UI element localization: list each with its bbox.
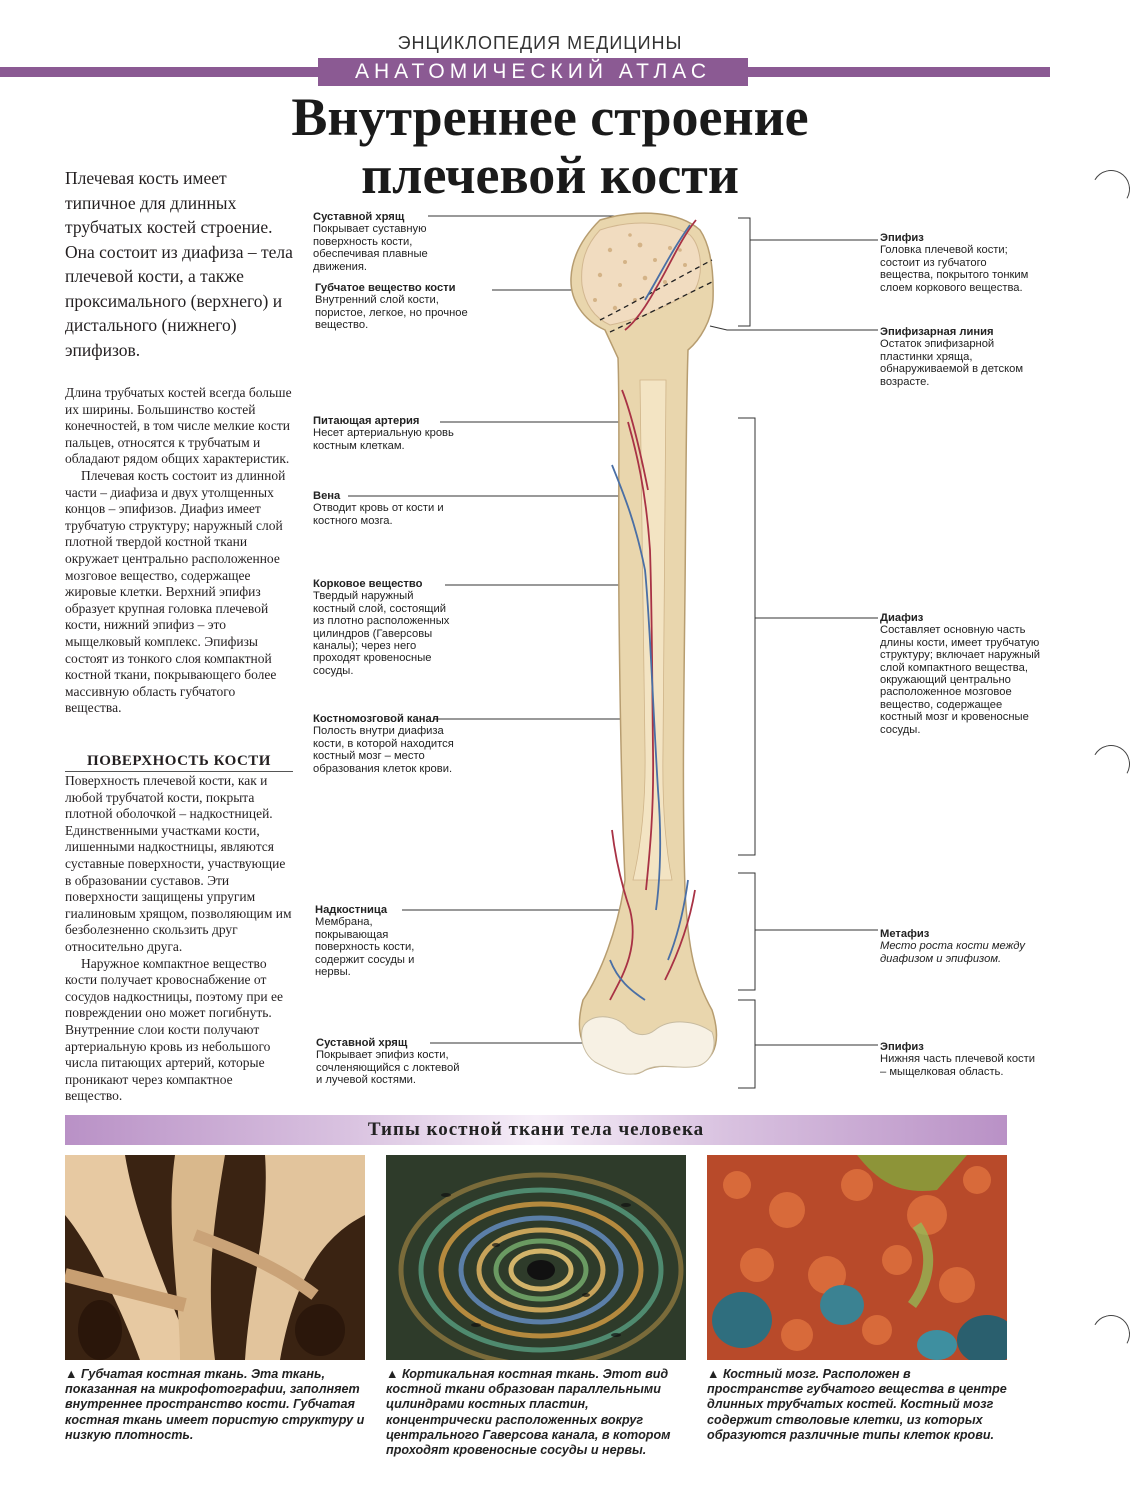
types-heading: Типы костной ткани тела человека [65,1115,1007,1145]
photo-cortical-bone [386,1155,686,1360]
photo-bone-marrow [707,1155,1007,1360]
label-metaphysis [880,928,1050,965]
label-text: Внутренний слой кости, пористое, легкое, но прочное вещество. [315,294,468,332]
label-title: Корковое вещество [313,578,423,590]
label-title: Вена [313,490,341,502]
bracket-lines [710,218,878,1088]
label-text: Покрывает суставную поверхность кости, обеспечивая плавные движения. [313,223,428,273]
label-spongy-bone [315,282,490,332]
label-title: Эпифиз [880,1041,924,1053]
label-text: Мембрана, покрывающая поверхность кости, содержит сосуды и нервы. [315,916,415,979]
label-text: Головка плечевой кости; состоит из губчатого вещества, покрытого тонким слоем коркового вещества. [880,244,1029,294]
label-articular-cartilage-top [313,211,478,273]
atlas-label: АНАТОМИЧЕСКИЙ АТЛАС [318,58,748,86]
label-title: Эпифизарная линия [880,326,994,338]
label-title: Эпифиз [880,232,924,244]
label-text: Отводит кровь от кости и костного мозга. [313,502,444,527]
label-text: Нижняя часть плечевой кости – мыщелковая область. [880,1053,1036,1078]
label-diaphysis [880,612,1040,736]
binder-hole [1088,166,1130,213]
label-marrow-canal [313,713,461,775]
label-text: Остаток эпифизарной пластинки хряща, обнаруживаемой в детском возрасте. [880,338,1024,388]
caption-bone-marrow: ▲ Костный мозг. Расположен в пространстве губчатого вещества в центре длинных трубчатых костей. Костный мозг содержит стволовые клетки, из которых образуются различные типы клеток крови. [707,1367,1007,1442]
title-line-2: плечевой кости [361,145,739,205]
paragraph: Плечевая кость состоит из длинной части – диафиза и двух утолщенных концов – эпифизов. Диафиз имеет трубчатую структуру; наружный слой плотной твердой костной ткани окружает центрально расположенное мозговое вещество, содержащее жировые клетки. Верхний эпифиз образует крупная головка плечевой кости, нижний эпифиз – это мыщелковый комплекс. Эпифизы состоят из тонкого слоя компактной костной ткани, покрывающего более массивную область губчатого вещества. [65,467,286,716]
label-articular-cartilage-bottom [316,1037,461,1087]
intro-text: Плечевая кость имеет типичное для длинных трубчатых костей строение. Она состоит из диафиза – тела плечевой кости, а также проксимального (верхнего) и дистального (нижнего) эпифизов. [65,168,293,360]
title-line-1: Внутреннее строение [291,87,809,147]
binder-hole [1088,1311,1130,1358]
label-text: Покрывает эпифиз кости, сочленяющийся с локтевой и лучевой костями. [316,1049,460,1087]
label-text: Составляет основную часть длины кости, имеет трубчатую структуру; включает наружный слой компактного вещества, окружающий центрально расположенное мозговое вещество, содержащее костный мозг и кровеносные сосуды. [880,624,1040,736]
label-title: Диафиз [880,612,924,624]
photo-spongy-bone [65,1155,365,1360]
paragraph: Поверхность плечевой кости, как и любой трубчатой кости, покрыта плотной оболочкой – надкостницей. Единственными участками кости, лишенными надкостницы, являются суставные поверхности, участвующие в образовании суставов. Эти поверхности защищены упругим гиалиновым хрящом, позволяющим им безболезненно скользить друг относительно друга. [65,773,292,954]
label-nutrient-artery [313,415,473,452]
label-title: Суставной хрящ [316,1037,408,1049]
label-text: Твердый наружный костный слой, состоящий из плотно расположенных цилиндров (Гаверсовы каналы); через него проходят кровеносные сосуды. [313,590,450,677]
label-title: Суставной хрящ [313,211,405,223]
label-title: Питающая артерия [313,415,420,427]
binder-hole [1088,741,1130,788]
label-epiphyseal-line [880,326,1035,388]
body-column-b [65,773,293,1105]
label-text: Полость внутри диафиза кости, в которой находится костный мозг – место образования клеток крови. [313,725,454,775]
caption-cortical-bone: ▲ Кортикальная костная ткань. Этот вид костной ткани образован параллельными цилиндрами костных пластин, концентрически расположенных вокруг центрального Гаверсова канала, в котором проходят кровеносные сосуды и нервы. [386,1367,671,1458]
label-vein [313,490,468,527]
paragraph: Наружное компактное вещество кости получает кровоснабжение от сосудов надкостницы, поэтому при ее повреждении оно может погибнуть. Внутренние слои кости получают артериальную кровь из небольшого числа питающих артерий, которые проникают через компактное вещество. [65,955,283,1104]
paragraph: Длина трубчатых костей всегда больше их ширины. Большинство костей конечностей, в том числе мелкие кости пальцев, относятся к трубчатым и обладают рядом общих характеристик. [65,385,292,467]
label-epiphysis-bottom [880,1041,1040,1078]
series-title: ЭНЦИКЛОПЕДИЯ МЕДИЦИНЫ [397,33,683,53]
section-heading: ПОВЕРХНОСТЬ КОСТИ [65,753,293,772]
label-title: Костномозговой канал [313,713,439,725]
label-title: Губчатое вещество кости [315,282,456,294]
body-column-a [65,385,293,717]
label-text: Место роста кости между диафизом и эпифизом. [880,940,1025,965]
caption-spongy-bone: ▲ Губчатая костная ткань. Эта ткань, показанная на микрофотографии, заполняет внутреннее пространство кости. Губчатая костная ткань имеет пористую структуру и низкую плотность. [65,1367,365,1442]
label-epiphysis-top [880,232,1040,294]
page-title [200,88,900,204]
label-title: Метафиз [880,928,930,940]
label-title: Надкостница [315,904,388,916]
label-periosteum [315,904,440,978]
label-cortical-bone [313,578,453,677]
label-text: Несет артериальную кровь костным клеткам. [313,427,454,452]
